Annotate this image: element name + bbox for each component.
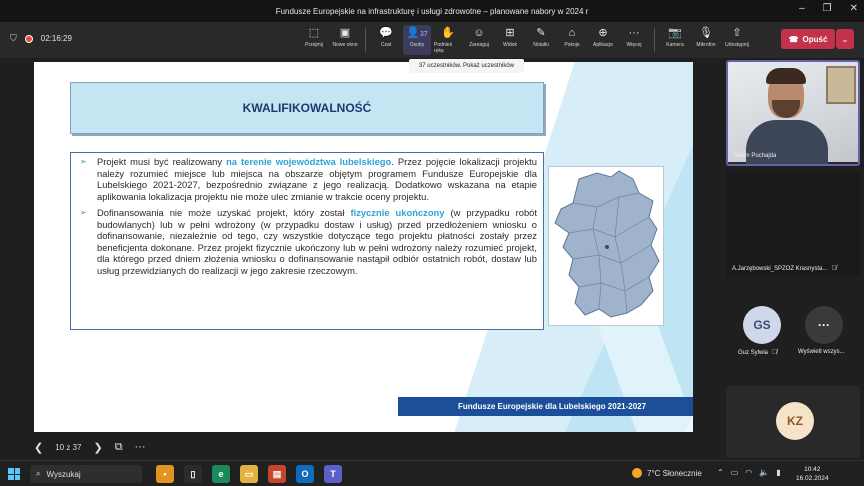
leave-button[interactable] bbox=[781, 29, 835, 49]
participants-tooltip: 37 uczestników. Pokaż uczestników bbox=[409, 59, 524, 73]
notes-label: Notatki bbox=[533, 42, 549, 48]
camera-label: Kamera bbox=[666, 42, 684, 48]
battery-icon[interactable]: ▮ bbox=[776, 468, 781, 477]
apps-icon: ⊕ bbox=[598, 27, 608, 39]
slide-footer-band: Fundusze Europejskie dla Lubelskiego 2021-2027 bbox=[398, 397, 693, 416]
new-window-label: Nowe okno bbox=[332, 42, 358, 48]
file-explorer-icon[interactable]: ▭ bbox=[240, 465, 258, 483]
slide-page-indicator: 10 z 37 bbox=[55, 442, 82, 452]
bullet-completion: ➢ Dofinansowania nie może uzyskać projekt, który został fizycznie ukończony (w przypadku robót budowlanych) lub w pełni wdrożony (w przypadku dostaw i usług) przed przedłożeniem wniosku o dofinansowanie, niezależnie od tego, czy wszystkie dotyczące tego projektu płatności zostały przez beneficjenta dokonane. Przez projekt fizycznie ukończony lub w pełni wdrożony należy rozumieć projekt, dla którego przed dniem złożenia wniosku o dofinansowanie nastąpił odbiór ostatnich robót, dostaw lub usług przewidzianych do realizacji w jego zakresie rzeczowym. bbox=[77, 207, 537, 276]
slide-title: KWALIFIKOWALNOŚĆ bbox=[70, 82, 544, 134]
restore-icon[interactable]: ❐ bbox=[822, 3, 832, 14]
speaker-icon[interactable]: 🔈 bbox=[759, 468, 770, 477]
sun-icon bbox=[632, 468, 642, 478]
participant-tile-kz[interactable] bbox=[726, 386, 860, 458]
teams-icon[interactable]: T bbox=[324, 465, 342, 483]
participants-panel bbox=[724, 58, 864, 460]
react-icon: ☺ bbox=[473, 27, 485, 39]
participant-name: Guz Sylwia 🎙̸ bbox=[738, 349, 778, 356]
participant-tile-video[interactable] bbox=[726, 60, 860, 166]
mic-off-icon: 🎙̸ bbox=[831, 265, 837, 272]
keyboard-icon[interactable]: ▭ bbox=[730, 468, 739, 477]
microphone-label: Mikrofon bbox=[696, 42, 716, 48]
people-label: Osoby bbox=[409, 42, 425, 48]
view-all-participants-button[interactable]: ··· bbox=[805, 306, 843, 344]
person-hair bbox=[766, 68, 806, 84]
window-controls bbox=[799, 3, 858, 14]
avatar-gs[interactable]: GS bbox=[743, 306, 781, 344]
raise-hand-button[interactable] bbox=[434, 25, 462, 55]
grid-view-icon[interactable]: ⧉ bbox=[114, 440, 123, 453]
weather-text: 7°C Słonecznie bbox=[647, 468, 702, 478]
chat-button[interactable] bbox=[372, 25, 400, 55]
bullet-location: ➢ Projekt musi być realizowany na terenie województwa lubelskiego. Przez pojęcie lokalizacji projektu należy rozumieć miejsce lub miejsca na obszarze objętym programem Fundusze Europejskie dla Lubelskiego 2021-2027, bezpośrednio związane z jego realizacją. Dodatkowo wskazana na etapie aplikowania lokalizacja projektu nie może ulec zmianie w trakcie oceny projektu. bbox=[77, 156, 537, 202]
taskbar-clock[interactable] bbox=[796, 465, 829, 483]
take-control-icon: ⬚ bbox=[308, 27, 320, 39]
rooms-button[interactable] bbox=[558, 25, 586, 55]
edge-icon[interactable]: e bbox=[212, 465, 230, 483]
participant-count-badge: 37 bbox=[419, 31, 428, 38]
raise-hand-label: Podnieś rękę bbox=[434, 42, 453, 54]
react-label: Zareaguj bbox=[469, 42, 489, 48]
outlook-icon[interactable]: O bbox=[296, 465, 314, 483]
share-icon: ⇧ bbox=[732, 27, 742, 39]
more-icon: ··· bbox=[628, 27, 640, 39]
new-window-icon: ▣ bbox=[339, 27, 351, 39]
next-slide-button[interactable]: ❯ bbox=[93, 441, 103, 454]
apps-button[interactable] bbox=[589, 25, 617, 55]
clock-time: 10:42 bbox=[804, 466, 821, 473]
view-button[interactable] bbox=[496, 25, 524, 55]
rooms-icon: ⌂ bbox=[568, 27, 576, 39]
slide-content-box bbox=[70, 152, 544, 330]
highlight-text: na terenie województwa lubelskiego bbox=[226, 156, 392, 167]
slide-navigation bbox=[34, 438, 146, 456]
briefcase-icon[interactable]: ▪ bbox=[156, 465, 174, 483]
microphone-button[interactable] bbox=[692, 25, 720, 55]
minimize-icon[interactable]: – bbox=[799, 3, 805, 14]
taskbar-apps bbox=[156, 465, 342, 483]
window-title: Fundusze Europejskie na infrastrukturę i usługi zdrowotne – planowane nabory w 2024 r bbox=[275, 6, 589, 16]
new-window-button[interactable] bbox=[331, 25, 359, 55]
react-button[interactable] bbox=[465, 25, 493, 55]
chevron-down-icon: ⌄ bbox=[841, 34, 849, 44]
take-control-button[interactable] bbox=[300, 25, 328, 55]
highlight-text: fizycznie ukończony bbox=[350, 207, 445, 218]
participant-name: A.Jarzębowski_SPZOZ Krasnysta... 🎙̸ bbox=[732, 265, 837, 272]
wall-map bbox=[826, 66, 856, 104]
taskbar-search[interactable] bbox=[30, 465, 142, 483]
previous-slide-button[interactable]: ❮ bbox=[34, 441, 44, 454]
mic-off-icon: 🎙̸ bbox=[772, 349, 778, 356]
apps-label: Aplikacje bbox=[592, 42, 613, 48]
region-map-icon bbox=[549, 167, 663, 325]
search-icon: ⌕ bbox=[36, 469, 41, 478]
more-label: Więcej bbox=[626, 42, 642, 48]
presentation-slide bbox=[34, 62, 693, 432]
view-all-label: Wyświetl wszys... bbox=[798, 349, 845, 355]
task-view-icon[interactable]: ▯ bbox=[184, 465, 202, 483]
leave-options-button[interactable] bbox=[836, 29, 854, 49]
leave-label: Opuść bbox=[802, 34, 828, 44]
notes-button[interactable] bbox=[527, 25, 555, 55]
meeting-tools bbox=[300, 25, 754, 55]
view-icon: ⊞ bbox=[505, 27, 515, 39]
window-titlebar bbox=[0, 0, 864, 22]
meeting-toolbar bbox=[0, 22, 864, 58]
participant-name: Adam Puchajda bbox=[734, 153, 777, 159]
chevron-up-icon[interactable]: ⌃ bbox=[717, 468, 724, 477]
people-button[interactable] bbox=[403, 25, 431, 55]
camera-icon: 📷 bbox=[668, 27, 682, 39]
share-button[interactable] bbox=[723, 25, 751, 55]
chat-icon: 💬 bbox=[379, 27, 393, 39]
share-label: Udostępnij bbox=[725, 42, 749, 48]
close-icon[interactable]: ✕ bbox=[849, 3, 858, 14]
participant-video bbox=[728, 62, 860, 162]
people-icon: 👤37 bbox=[406, 27, 428, 39]
start-button[interactable] bbox=[8, 468, 20, 480]
person-body bbox=[746, 120, 828, 166]
clock-date: 16.02.2024 bbox=[796, 475, 829, 482]
rooms-label: Pokoje bbox=[564, 42, 580, 48]
toolbar-divider bbox=[654, 28, 655, 52]
toolbar-divider bbox=[365, 28, 366, 52]
windows-taskbar bbox=[0, 460, 864, 486]
view-label: Widok bbox=[503, 42, 517, 48]
system-tray bbox=[717, 468, 781, 477]
chat-label: Czat bbox=[380, 42, 392, 48]
wifi-icon[interactable]: ◠ bbox=[745, 468, 753, 477]
recording-icon bbox=[25, 35, 33, 43]
search-placeholder: Wyszukaj bbox=[46, 469, 81, 479]
participant-tile[interactable] bbox=[726, 171, 860, 277]
shield-icon: ⛉ bbox=[10, 33, 17, 43]
more-button[interactable] bbox=[620, 25, 648, 55]
pdf-reader-icon[interactable]: ▤ bbox=[268, 465, 286, 483]
raise-hand-icon: ✋ bbox=[441, 27, 455, 39]
timer-text: 02:16:29 bbox=[40, 34, 72, 43]
take-control-label: Przejmij bbox=[305, 42, 323, 48]
avatar-kz: KZ bbox=[776, 402, 814, 440]
lubelskie-map bbox=[548, 166, 664, 326]
meeting-timer bbox=[10, 33, 72, 44]
microphone-icon: 🎙 bbox=[699, 27, 713, 39]
camera-button[interactable] bbox=[661, 25, 689, 55]
phone-hangup-icon: ☎ bbox=[788, 34, 799, 44]
notes-icon: ✎ bbox=[536, 27, 546, 39]
slide-more-button[interactable]: ··· bbox=[134, 441, 146, 453]
weather-widget[interactable] bbox=[632, 468, 702, 478]
